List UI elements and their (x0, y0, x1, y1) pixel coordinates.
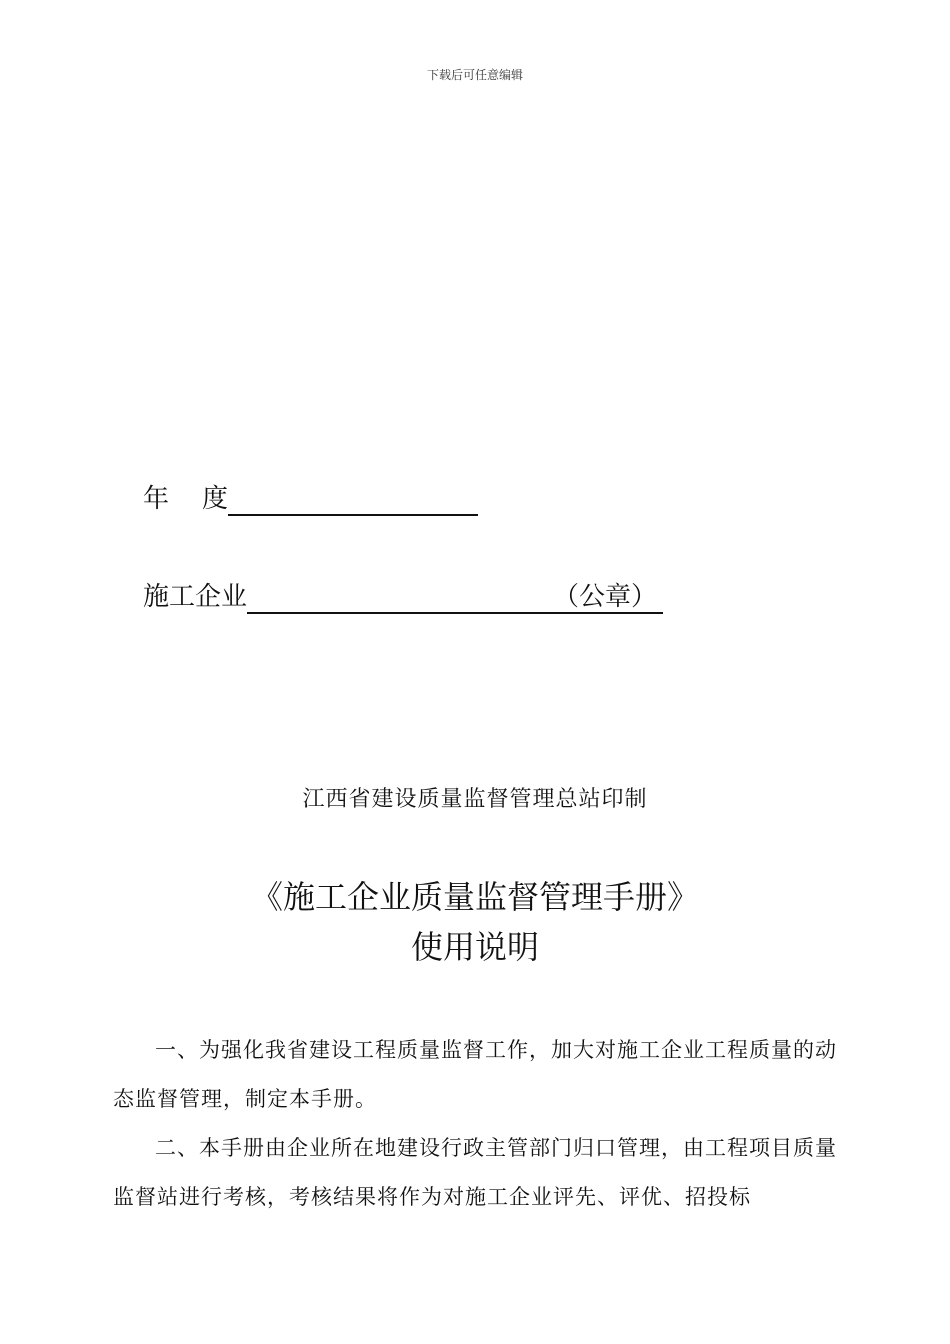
seal-label: （公章） (553, 582, 658, 612)
paragraph-1: 一、为强化我省建设工程质量监督工作，加大对施工企业工程质量的动态监督管理，制定本手册。 (113, 1038, 837, 1111)
header-note: 下载后可任意编辑 (426, 68, 523, 82)
printer-line: 江西省建设质量监督管理总站印制 (302, 787, 648, 812)
company-field (143, 580, 663, 614)
company-label: 施工企业 (143, 582, 248, 612)
document-subtitle: 使用说明 (410, 928, 539, 966)
paragraph-2: 二、本手册由企业所在地建设行政主管部门归口管理，由工程项目质量监督站进行考核，考核结果将作为对施工企业评先、评优、招投标 (113, 1136, 837, 1209)
company-fill-line (247, 582, 663, 614)
body-text (113, 1026, 837, 1222)
document-title: 《施工企业质量监督管理手册》 (250, 878, 699, 916)
year-fill-line (228, 484, 478, 516)
year-field (143, 482, 478, 516)
year-label: 年 度 (143, 484, 229, 514)
